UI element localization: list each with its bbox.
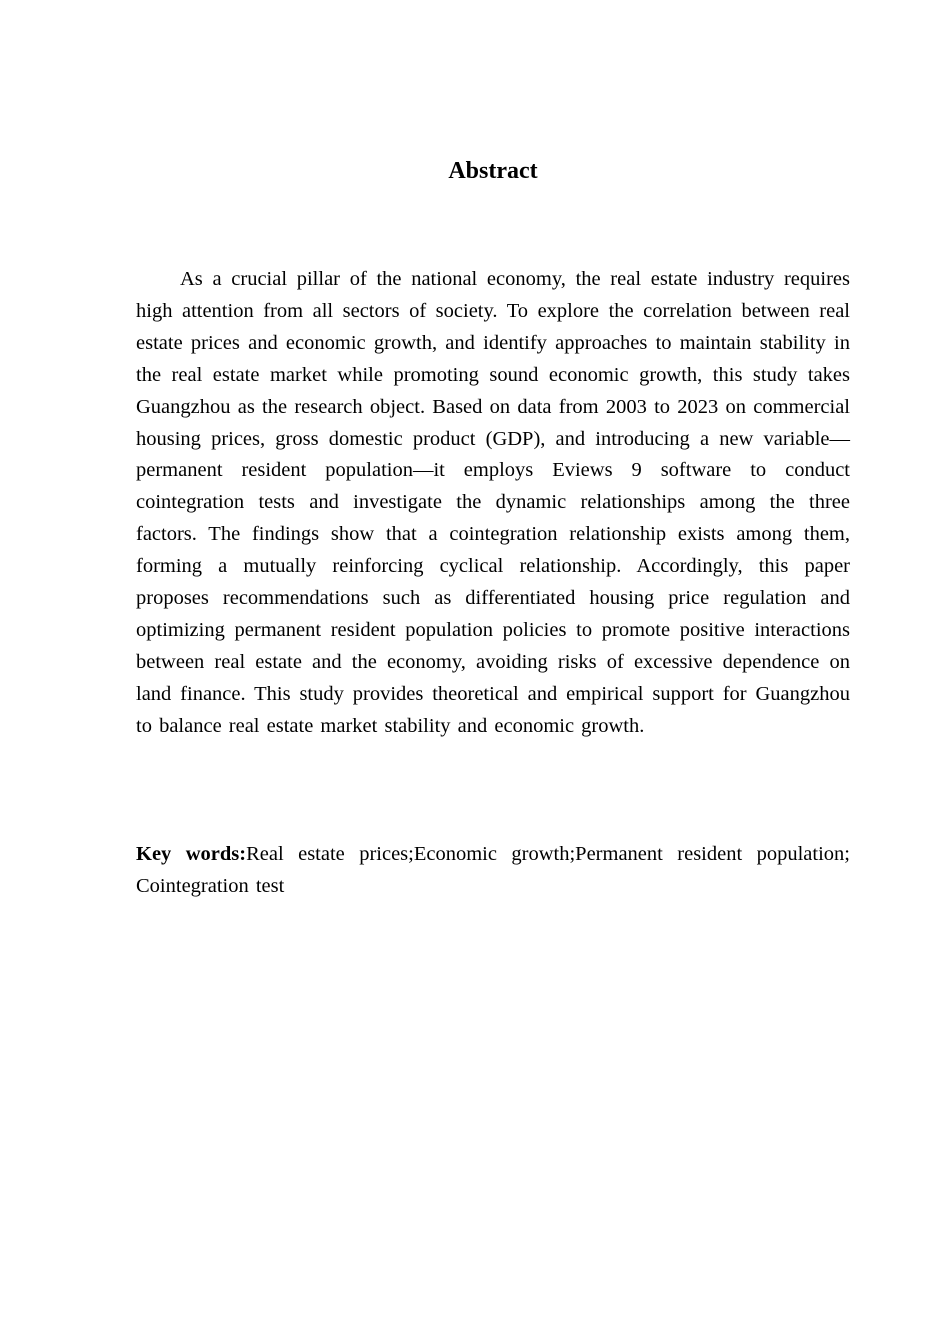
keywords-text: Real estate prices;Economic growth;Permanent resident population; Cointegration test (136, 843, 850, 897)
keywords-label: Key words: (136, 843, 247, 865)
abstract-title: Abstract (448, 158, 538, 184)
keywords-paragraph (136, 839, 850, 903)
abstract-body-paragraph: As a crucial pillar of the national economy, the real estate industry requires high attention from all sectors of society. To explore the correlation between real estate prices and economic growth, and identify approaches to maintain stability in the real estate market while promoting sound economic growth, this study takes Guangzhou as the research object. Based on data from 2003 to 2023 on commercial housing prices, gross domestic product (GDP), and introducing a new variable—permanent resident population—it employs Eviews 9 software to conduct cointegration tests and investigate the dynamic relationships among the three factors. The findings show that a cointegration relationship exists among them, forming a mutually reinforcing cyclical relationship. Accordingly, this paper proposes recommendations such as differentiated housing price regulation and optimizing permanent resident population policies to promote positive interactions between real estate and the economy, avoiding risks of excessive dependence on land finance. This study provides theoretical and empirical support for Guangzhou to balance real estate market stability and economic growth. (136, 268, 850, 737)
